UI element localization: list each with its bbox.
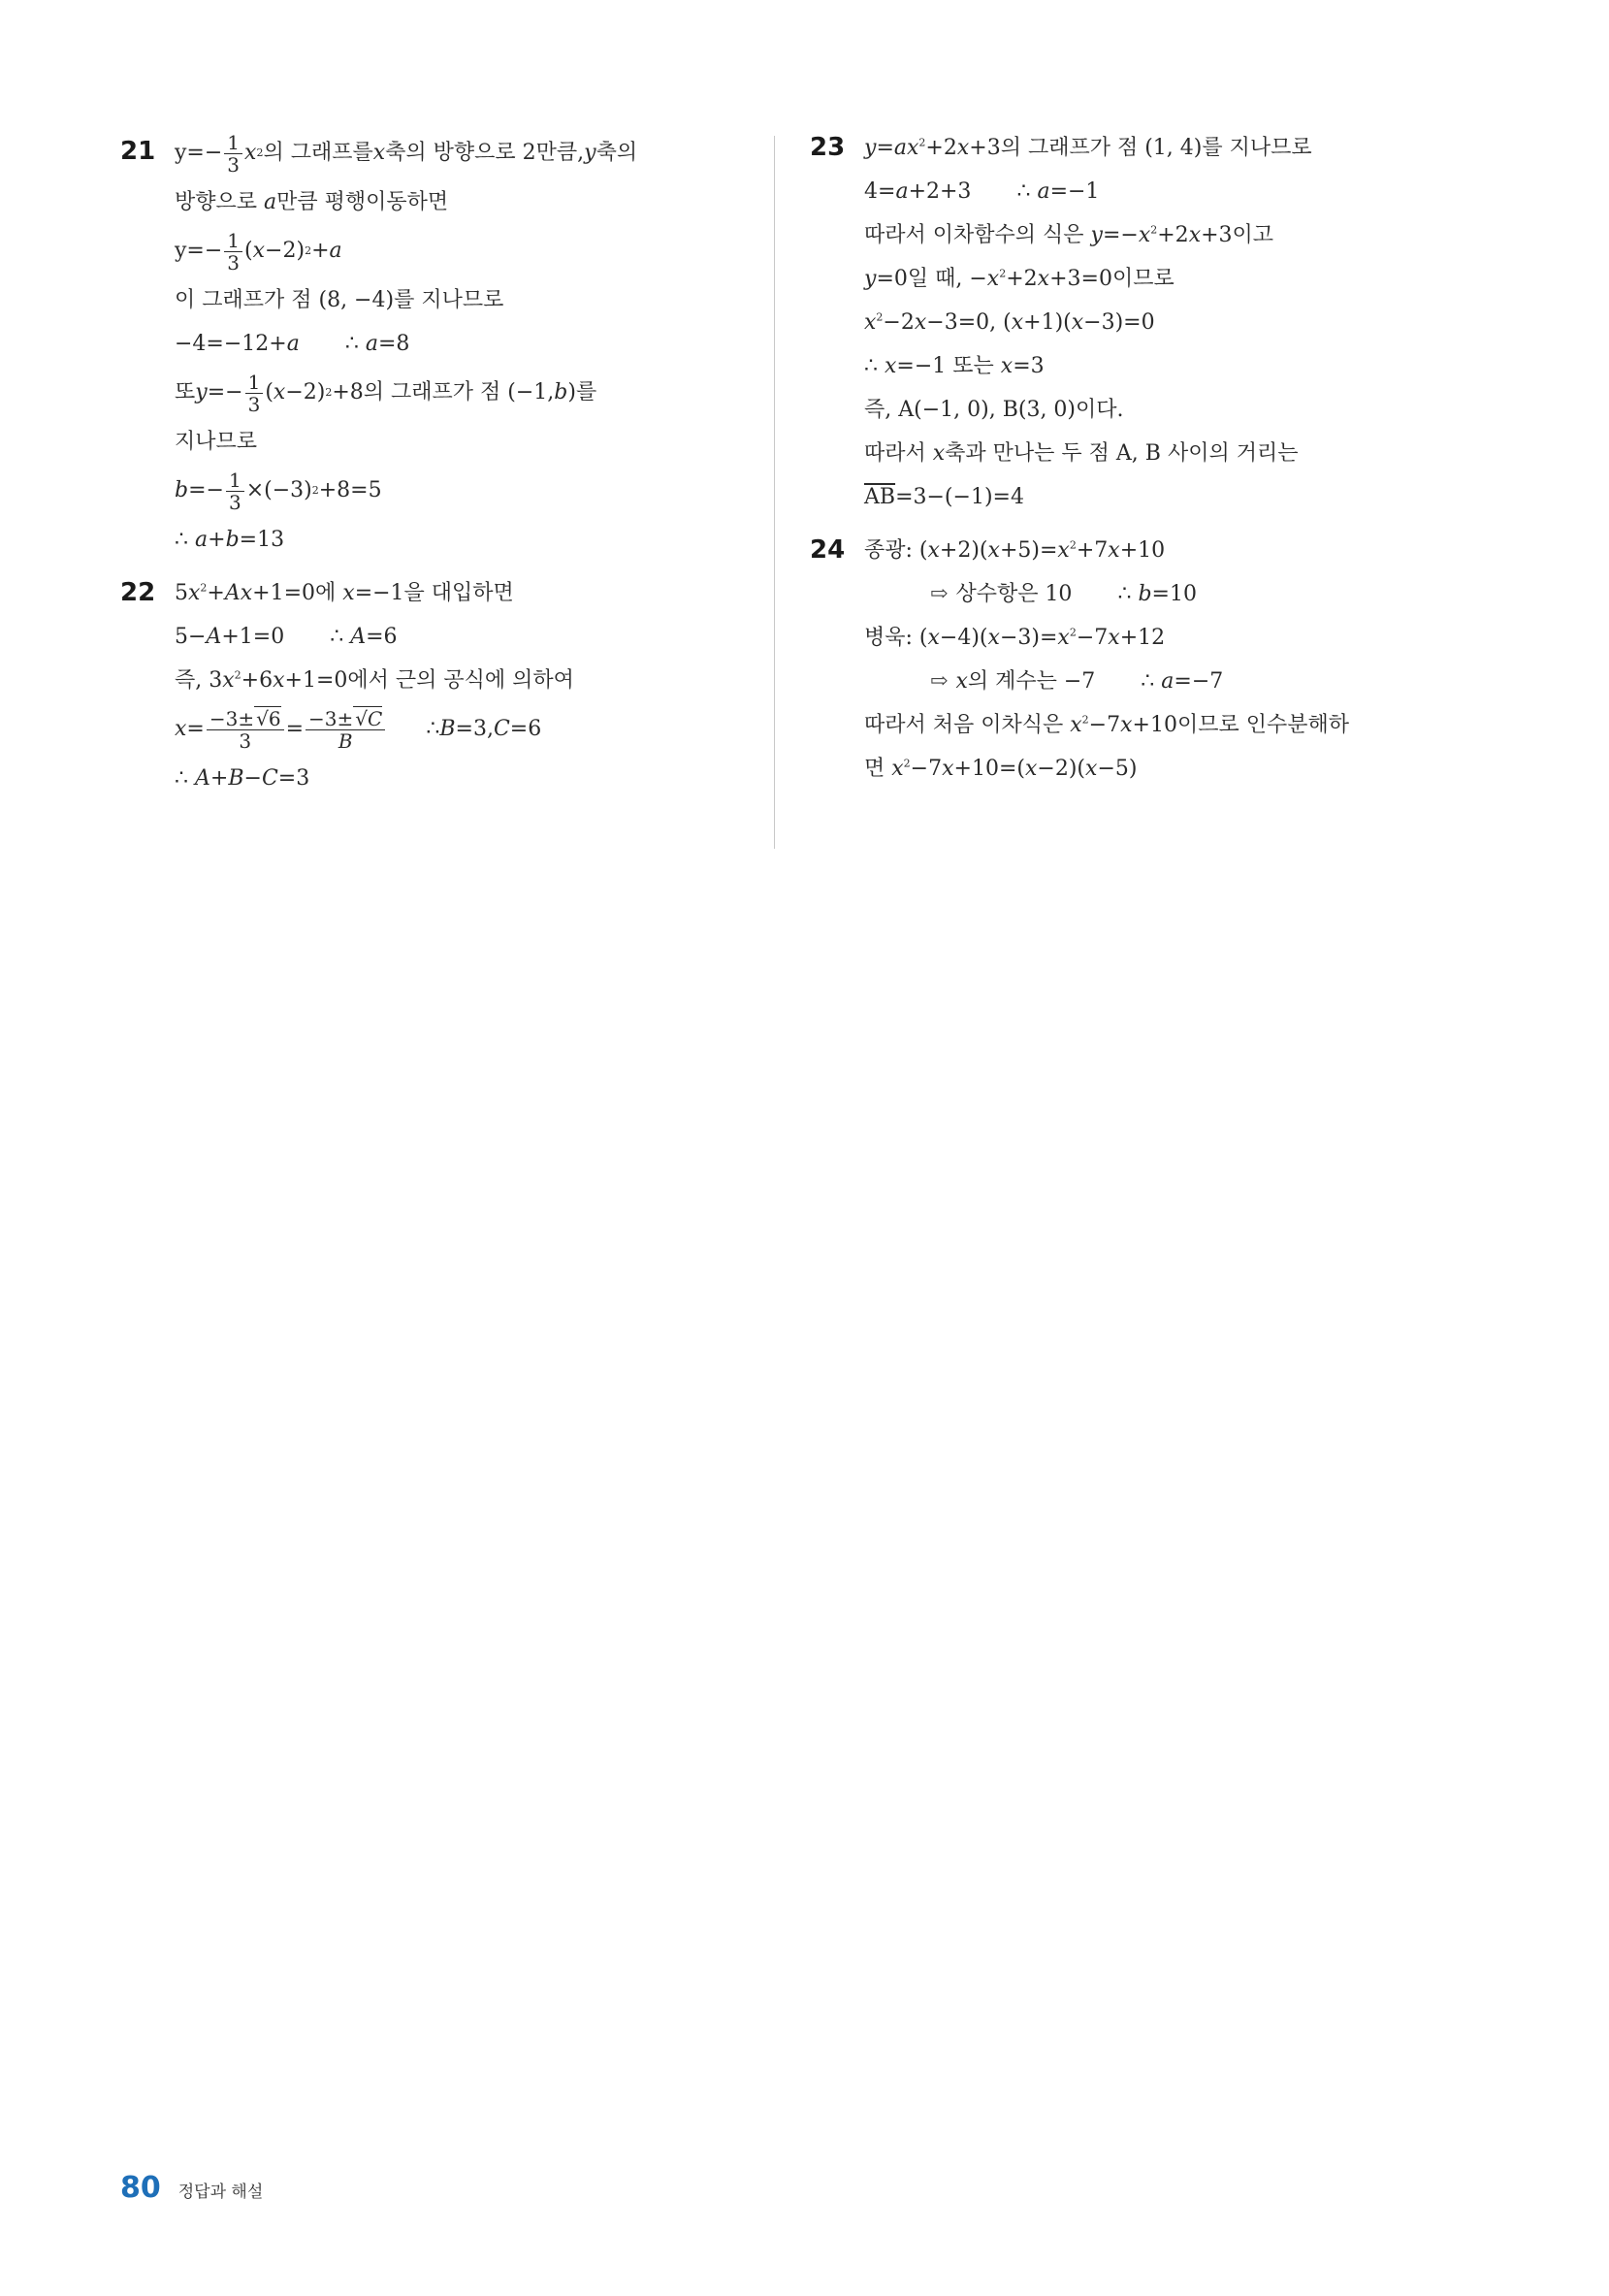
solution-line: 면 $x^2-7x+10=(x-2)(x-5)$	[864, 757, 1138, 781]
right-column	[810, 126, 1450, 791]
therefore-symbol: ∴	[1117, 582, 1139, 606]
fraction: $\frac{1}{3}$	[224, 230, 242, 274]
problem-23	[810, 126, 1450, 519]
problem-22	[120, 571, 741, 800]
solution-line: ⇨ 상수항은 10 ∴ b=10	[864, 572, 1450, 616]
solution-line: 즉, A(−1, 0), B(3, 0)이다.	[864, 398, 1124, 422]
solution-body	[175, 126, 741, 562]
solution-line: ∴ a+b=13	[175, 528, 285, 552]
therefore-symbol: ∴	[426, 717, 440, 741]
therefore-symbol: ∴	[1016, 179, 1038, 204]
arrow-right-icon: ⇨	[930, 669, 949, 694]
left-column	[120, 126, 741, 800]
solution-line: 즉, $3x^2+6x+1=0$에서 근의 공식에 의하여	[175, 668, 574, 693]
problem-number: 21	[120, 137, 156, 166]
solution-line: 따라서 이차함수의 식은 $y=-x^2+2x+3$이고	[864, 223, 1274, 247]
solution-line: 방향으로 a만큼 평행이동하면	[175, 190, 449, 214]
solution-body	[864, 126, 1450, 519]
solution-line: 이 그래프가 점 (8, −4)를 지나므로	[175, 288, 504, 312]
therefore-symbol: ∴	[175, 528, 195, 552]
solution-line: 종광: $(x+2)(x+5)=x^2+7x+10$	[864, 538, 1166, 563]
solution-line: 따라서 x축과 만나는 두 점 A, B 사이의 거리는	[864, 441, 1299, 466]
page-footer	[120, 2171, 263, 2210]
therefore-symbol: ∴	[175, 766, 195, 791]
therefore-symbol: ∴	[344, 332, 366, 356]
solution-line: x = $\frac{-3\pm √6}{3}$ = $\frac{-3\pm √C}{B}$ ∴ B =3, C =6	[175, 702, 741, 757]
fraction: $\frac{-3\pm √C}{B}$	[306, 708, 385, 752]
solution-line: 지나므로	[175, 430, 258, 454]
fraction: $\frac{1}{3}$	[226, 469, 244, 513]
solution-line: ∴ A+B−C=3	[175, 766, 310, 791]
solution-line: y=0일 때, $-x^2+2x+3=0$이므로	[864, 267, 1175, 291]
fraction: $\frac{1}{3}$	[245, 372, 264, 415]
problem-number: 22	[120, 578, 156, 607]
problem-number: 23	[810, 133, 846, 162]
solution-line: −4=−12+a ∴ a=8	[175, 332, 410, 356]
solution-body	[864, 529, 1450, 791]
problem-24	[810, 529, 1450, 791]
solution-line: $x^2-2x-3=0$, (x+1)(x−3)=0	[864, 310, 1155, 335]
therefore-symbol: ∴	[1141, 669, 1162, 694]
solution-line: y=− $\frac{1}{3}$ ( x −2) 2 + a	[175, 228, 342, 275]
solution-line: 병욱: $(x-4)(x-3)=x^2-7x+12$	[864, 626, 1166, 650]
problem-number: 24	[810, 535, 846, 565]
solution-line: 4=a+2+3 ∴ a=−1	[864, 179, 1100, 204]
solution-line: 따라서 처음 이차식은 $x^2-7x+10$이므로 인수분해하	[864, 713, 1349, 737]
therefore-symbol: ∴	[864, 354, 885, 378]
therefore-symbol: ∴	[330, 625, 351, 649]
sqrt-symbol: √6	[256, 706, 281, 730]
solution-line: b =− $\frac{1}{3}$ ×(−3) 2 +8=5	[175, 468, 382, 514]
sqrt-symbol: √C	[355, 706, 383, 730]
segment-ab: $\overline{AB}$	[864, 485, 896, 509]
solution-line: 또 y =− $\frac{1}{3}$ ( x −2) 2 +8의 그래프가 점 (−1, b )를	[175, 370, 597, 416]
solution-line: ∴ x=−1 또는 x=3	[864, 354, 1045, 378]
solution-line: $5x^2+Ax+1=0$에 x=−1을 대입하면	[175, 581, 514, 605]
problem-21	[120, 126, 741, 562]
page-number: 80	[120, 2171, 161, 2205]
solution-line: 5−A+1=0 ∴ A=6	[175, 625, 398, 649]
solution-body	[175, 571, 741, 800]
fraction: $\frac{1}{3}$	[224, 132, 242, 176]
fraction: $\frac{-3\pm √6}{3}$	[207, 708, 284, 752]
solution-line: $\overline{AB}=3-(-1)=4$	[864, 485, 1024, 509]
arrow-right-icon: ⇨	[930, 582, 949, 606]
solution-line: y=− $\frac{1}{3}$ x 2 의 그래프를 x 축의 방향으로 2만큼, y 축의	[175, 130, 638, 177]
solution-line: ⇨ x의 계수는 −7 ∴ a=−7	[864, 660, 1450, 703]
column-divider	[774, 136, 775, 849]
solution-line: $y=ax^2+2x+3$의 그래프가 점 (1, 4)를 지나므로	[864, 136, 1312, 160]
section-label: 정답과 해설	[177, 2183, 264, 2202]
